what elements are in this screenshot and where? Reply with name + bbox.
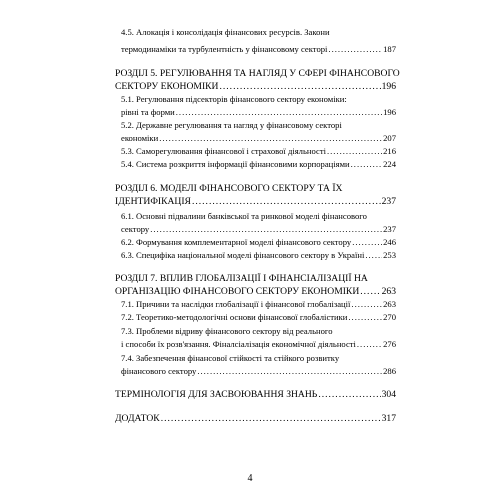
toc-entry-5-1-line2 bbox=[121, 108, 396, 117]
page-number: 4 bbox=[247, 473, 253, 484]
toc-entry-text: 7.2. Теоретико-методологічні основи фінансової глобалістики bbox=[121, 312, 348, 322]
leader-dots bbox=[351, 160, 382, 169]
leader-dots bbox=[318, 390, 380, 400]
toc-page-number: 263 bbox=[381, 286, 396, 297]
toc-entry-7-4-line1 bbox=[121, 354, 339, 363]
toc-entry-text: 5.4. Система розкриття інформації фінансовими корпораціями bbox=[121, 159, 350, 169]
toc-entry-6-3 bbox=[121, 251, 396, 260]
toc-chapter-5-line2 bbox=[115, 82, 396, 92]
leader-dots bbox=[357, 340, 382, 349]
toc-page-number: 246 bbox=[383, 237, 396, 247]
toc-chapter-title: ІДЕНТИФІКАЦІЯ bbox=[115, 196, 191, 207]
leader-dots bbox=[352, 238, 382, 247]
toc-entry-text: рівні та форми bbox=[121, 107, 175, 117]
toc-chapter-7-line1 bbox=[115, 274, 368, 284]
toc-entry-6-1-line2 bbox=[121, 225, 396, 234]
toc-entry-text: 7.3. Проблеми відриву фінансового сектору від реального bbox=[121, 326, 333, 336]
toc-chapter-5-line1 bbox=[115, 69, 400, 79]
leader-dots bbox=[197, 367, 382, 376]
leader-dots bbox=[365, 251, 382, 260]
toc-entry-text: 6.1. Основні підвалини банківської та ринкової моделі фінансового bbox=[121, 211, 367, 221]
toc-entry-text: 5.1. Регулювання підсекторів фінансового сектору економіки: bbox=[121, 94, 347, 104]
toc-entry-text: 5.3. Саморегулювання фінансової і страхової діяльності bbox=[121, 146, 326, 156]
toc-page-number: 237 bbox=[381, 196, 396, 207]
toc-chapter-6-line1 bbox=[115, 184, 343, 194]
toc-terminology bbox=[115, 390, 396, 400]
toc-entry-text: 6.3. Специфіка національної моделі фінансового сектору в Україні bbox=[121, 250, 365, 260]
toc-page-number: 216 bbox=[383, 146, 396, 156]
toc-entry-6-1-line1 bbox=[121, 212, 367, 221]
toc-page-number: 317 bbox=[381, 413, 396, 424]
toc-entry-5-4 bbox=[121, 160, 396, 169]
leader-dots bbox=[360, 287, 380, 297]
toc-section-title: ТЕРМІНОЛОГІЯ ДЛЯ ЗАСВОЮВАННЯ ЗНАНЬ bbox=[115, 389, 318, 400]
toc-entry-4-5-line2 bbox=[121, 45, 396, 54]
toc-entry-text: 7.4. Забезпечення фінансової стійкості та стійкого розвитку bbox=[121, 353, 340, 363]
toc-entry-7-2 bbox=[121, 313, 396, 322]
toc-page-number: 276 bbox=[383, 339, 396, 349]
toc-entry-text: 5.2. Державне регулювання та нагляд у фінансовому секторі bbox=[121, 120, 342, 130]
toc-chapter-title: РОЗДІЛ 6. МОДЕЛІ ФІНАНСОВОГО СЕКТОРУ ТА ЇХ bbox=[115, 183, 343, 194]
leader-dots bbox=[328, 45, 382, 54]
toc-chapter-title: РОЗДІЛ 5. РЕГУЛЮВАННЯ ТА НАГЛЯД У СФЕРІ ФІНАНСОВОГО bbox=[115, 68, 400, 79]
toc-entry-5-2-line1 bbox=[121, 121, 342, 130]
toc-page-number: 270 bbox=[383, 312, 396, 322]
toc-chapter-7-line2 bbox=[115, 287, 396, 297]
toc-entry-text: і способи їх розв'язання. Фіналсіалізація економічної діяльності bbox=[121, 339, 356, 349]
toc-entry-7-3-line2 bbox=[121, 340, 396, 349]
toc-chapter-title: СЕКТОРУ ЕКОНОМІКИ bbox=[115, 81, 219, 92]
leader-dots bbox=[176, 108, 382, 117]
leader-dots bbox=[192, 197, 381, 207]
toc-entry-text: фінансового сектору bbox=[121, 366, 197, 376]
leader-dots bbox=[161, 414, 381, 424]
toc-page-number: 187 bbox=[383, 44, 396, 54]
toc-entry-4-5-line1 bbox=[121, 28, 330, 37]
leader-dots bbox=[219, 82, 380, 92]
leader-dots bbox=[159, 134, 382, 143]
toc-entry-5-3 bbox=[121, 147, 396, 156]
leader-dots bbox=[348, 313, 382, 322]
toc-page-number: 286 bbox=[383, 366, 396, 376]
toc-section-title: ДОДАТОК bbox=[115, 413, 160, 424]
toc-chapter-title: ОРГАНІЗАЦІЮ ФІНАНСОВОГО СЕКТОРУ ЕКОНОМІКИ bbox=[115, 286, 360, 297]
toc-entry-5-2-line2 bbox=[121, 134, 396, 143]
toc-entry-text: 4.5. Алокація і консолідація фінансових ресурсів. Закони bbox=[121, 27, 330, 37]
toc-page-number: 304 bbox=[381, 389, 396, 400]
toc-entry-text: 7.1. Причини та наслідки глобалізації і фінансової глобалізації bbox=[121, 299, 351, 309]
toc-page-number: 263 bbox=[383, 299, 396, 309]
toc-page-number: 196 bbox=[381, 81, 396, 92]
toc-entry-7-4-line2 bbox=[121, 367, 396, 376]
toc-chapter-6-line2 bbox=[115, 197, 396, 207]
leader-dots bbox=[351, 300, 382, 309]
toc-entry-7-1 bbox=[121, 300, 396, 309]
toc-page-number: 253 bbox=[383, 250, 396, 260]
leader-dots bbox=[327, 147, 382, 156]
toc-page-number: 196 bbox=[383, 107, 396, 117]
toc-entry-5-1-line1 bbox=[121, 95, 347, 104]
toc-entry-text: економіки bbox=[121, 133, 159, 143]
toc-entry-7-3-line1 bbox=[121, 327, 333, 336]
toc-page-number: 207 bbox=[383, 133, 396, 143]
toc-page-number: 237 bbox=[383, 224, 396, 234]
toc-chapter-title: РОЗДІЛ 7. ВПЛИВ ГЛОБАЛІЗАЦІЇ І ФІНАНСІАЛІЗАЦІЇ НА bbox=[115, 273, 368, 284]
toc-entry-text: 6.2. Формування комплементарної моделі фінансового сектору bbox=[121, 237, 352, 247]
toc-page-number: 224 bbox=[383, 159, 396, 169]
toc-entry-6-2 bbox=[121, 238, 396, 247]
toc-entry-text: сектору bbox=[121, 224, 150, 234]
toc-entry-text: термодинаміки та турбулентність у фінансовому секторі bbox=[121, 44, 328, 54]
toc-appendix bbox=[115, 414, 396, 424]
leader-dots bbox=[150, 225, 382, 234]
